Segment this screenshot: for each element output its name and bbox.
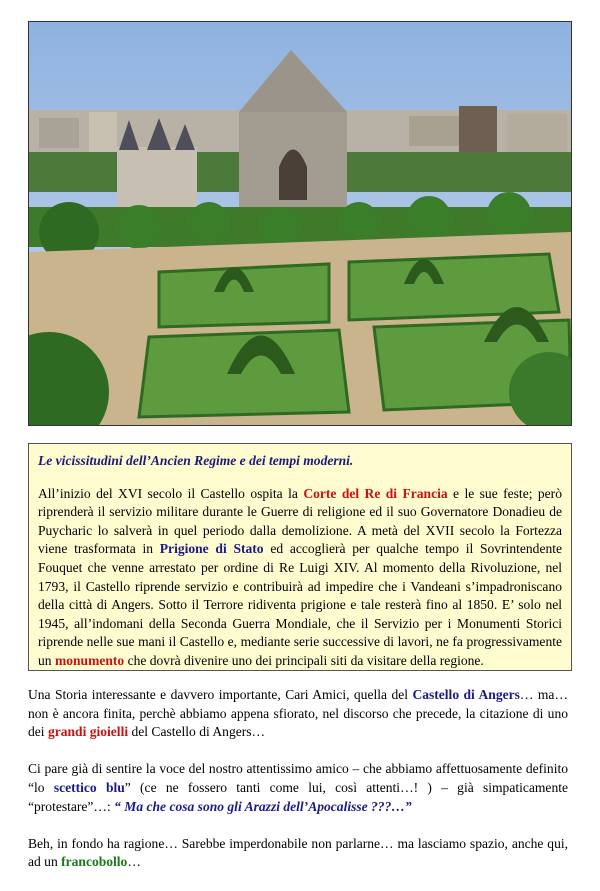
box-text-1: All’inizio del XVI secolo il Castello ospita la bbox=[38, 485, 304, 501]
box-paragraph bbox=[38, 485, 562, 671]
quote-arazzi: “ Ma che cosa sono gli Arazzi dell’Apocalisse ???…” bbox=[114, 798, 412, 814]
highlight-castello: Castello di Angers bbox=[412, 687, 520, 702]
highlight-scettico: scettico blu bbox=[53, 779, 125, 795]
history-box bbox=[28, 443, 572, 671]
p2-text-1: Ci pare già di sentire la voce del nostro attentissimo amico – che abbiamo affettuosamente definito “lo bbox=[28, 761, 568, 795]
highlight-francobollo: francobollo bbox=[61, 854, 128, 870]
p1-text-1: Una Storia interessante e davvero importante, Cari Amici, quella del bbox=[28, 687, 413, 702]
paragraph-1 bbox=[28, 686, 568, 742]
box-text-3: ed accoglierà per qualche tempo il Sovrintendente Fouquet che venne arrestato per ordine di Re Luigi XIV. Al momento della Rivoluzione, nel 1793, il Castello riprende servizio e contribuirà ad impedire che i Vandeani s’impadroniscano della città di Angers. Sotto il Terrore ridiventa prigione e tale resterà fino al 1850. E’ solo nel 1945, all’indomani della Seconda Guerra Mondiale, che il Servizio per i Monumenti Storici riprende nelle sue mani il Castello e, mediante serie successive di lavori, ne fa progressivamente un bbox=[38, 541, 563, 668]
p3-text-2: … bbox=[127, 854, 141, 870]
box-text-4: che dovrà divenire uno dei principali siti da visitare della regione. bbox=[124, 652, 484, 668]
highlight-corte: Corte del Re di Francia bbox=[303, 485, 448, 501]
body-text bbox=[28, 686, 568, 891]
p1-text-2: … ma… non è ancora finita, perchè abbiamo appena sfiorato, nel discorso che precede, la citazione di uno dei bbox=[28, 687, 568, 740]
paragraph-3 bbox=[28, 835, 568, 872]
p2-text-2: ” (ce ne fossero tanti come lui, così attenti…! ) – già simpaticamente “protestare”…: bbox=[28, 779, 568, 814]
box-text-2: e le sue feste; però riprenderà il servizio militare durante le Guerre di religione ed il suo Governatore Donadieu de Puycharic lo salverà in quel periodo dalla demolizione. A metà del XVII secolo la Fortezza viene trasformata in bbox=[38, 485, 562, 557]
highlight-prigione: Prigione di Stato bbox=[159, 541, 264, 557]
box-title: Le vicissitudini dell’Ancien Regime e dei tempi moderni. bbox=[38, 453, 354, 468]
highlight-gioielli: grandi gioielli bbox=[47, 724, 129, 740]
paragraph-2 bbox=[28, 760, 568, 816]
highlight-monumento: monumento bbox=[54, 652, 125, 668]
p3-text-1: Beh, in fondo ha ragione… Sarebbe imperdonabile non parlarne… ma lasciamo spazio, anche qui, ad un bbox=[28, 835, 568, 870]
p1-text-3: del Castello di Angers… bbox=[128, 724, 266, 740]
castle-garden-photo bbox=[28, 21, 572, 426]
